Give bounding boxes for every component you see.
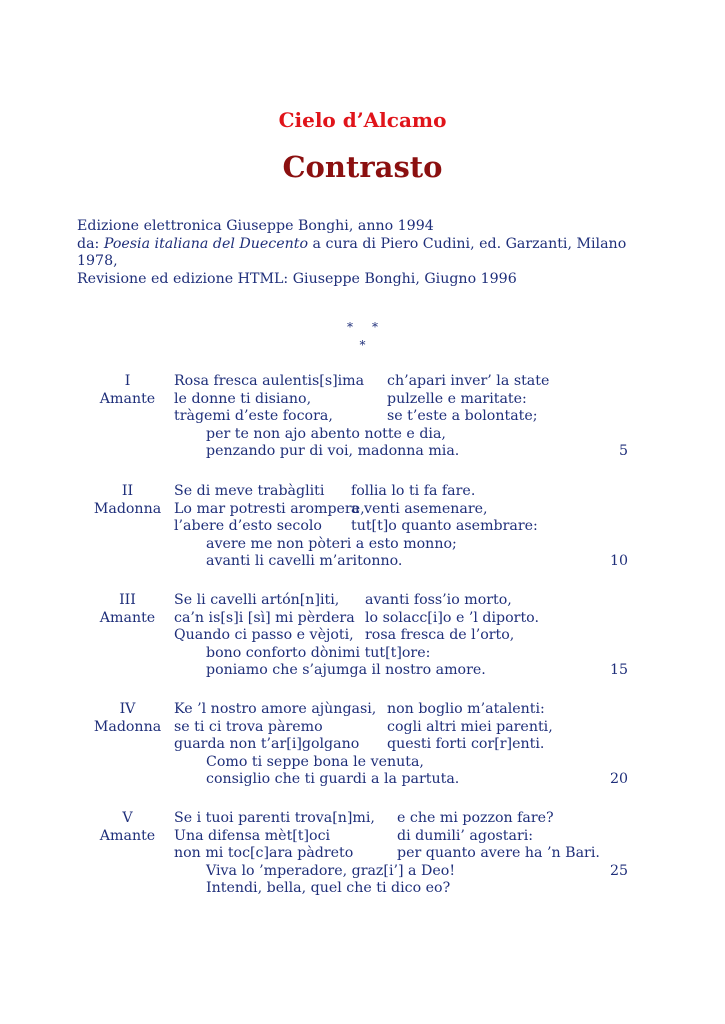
stanza-numeral: IV [119,701,136,717]
poem-title: Contrasto [282,150,443,184]
indented-verse: avere me non pòteri a esto monno; [206,535,457,552]
second-hemistich: tut[t]o quanto asembrare: [351,518,538,534]
line-number: 5 [618,443,628,459]
second-hemistich: ch’apari inver’ la state [387,373,550,389]
line-number: 10 [609,553,628,569]
stanza-numeral: III [119,592,136,608]
source-line [77,236,637,254]
edition-line: Edizione elettronica Giuseppe Bonghi, anno 1994 [77,218,434,234]
indented-verse: avanti li cavelli m’aritonno. [206,553,403,569]
verse-line [0,719,725,737]
first-hemistich: Rosa fresca aulentis[s]ima [174,373,365,389]
verse-line [0,627,725,645]
first-hemistich: se ti ci trova pàremo [174,718,323,735]
verse-line [0,373,725,391]
first-hemistich: Se li cavelli artón[n]iti, [174,592,340,608]
second-hemistich: a venti asemenare, [351,500,488,517]
indented-verse: consiglio che ti guardi a la partuta. [206,771,460,787]
second-hemistich: cogli altri miei parenti, [387,718,553,735]
source-prefix: da: [77,235,104,252]
verse-line-indented [0,880,725,898]
verse-line [0,483,725,501]
speaker-label: Amante [99,827,156,844]
second-hemistich: per quanto avere ha ’n Bari. [397,845,600,861]
indented-verse: penzando pur di voi, madonna mia. [206,443,460,459]
author-name: Cielo d’Alcamo [278,108,447,132]
verse-line-indented [0,426,725,444]
separator-stars-bottom: * [359,338,366,352]
second-hemistich: di dumili’ agostari: [397,827,534,844]
line-number: 20 [609,771,628,787]
first-hemistich: guarda non t’ar[i]golgano [174,736,360,752]
verse-line [0,810,725,828]
verse-line [0,828,725,846]
first-hemistich: Quando ci passo e vèjoti, [174,627,354,643]
line-number: 15 [609,662,628,678]
first-hemistich: ca’n is[s]i [sì] mi pèrdera [174,609,355,626]
indented-verse: poniamo che s’ajumga il nostro amore. [206,662,486,678]
verse-line [0,501,725,519]
verse-line [0,592,725,610]
first-hemistich: l’abere d’esto secolo [174,518,322,534]
second-hemistich: e che mi pozzon fare? [397,810,554,826]
second-hemistich: se t’este a bolontate; [387,408,538,424]
verse-line [0,408,725,426]
stanza-numeral: II [121,483,134,499]
verse-line-indented [0,553,725,571]
first-hemistich: Una difensa mèt[t]oci [174,827,331,844]
speaker-label: Amante [99,390,156,407]
indented-verse: per te non ajo abento notte e dia, [206,425,446,442]
second-hemistich: follia lo ti fa fare. [351,483,476,499]
line-number: 25 [609,862,628,879]
verse-line-indented [0,645,725,663]
verse-line [0,391,725,409]
second-hemistich: non boglio m’atalenti: [387,701,545,717]
first-hemistich: tràgemi d’este focora, [174,408,333,424]
verse-line [0,610,725,628]
indented-verse: Como ti seppe bona le venuta, [206,753,424,770]
first-hemistich: Ke ’l nostro amore ajùngasi, [174,701,377,717]
first-hemistich: Lo mar potresti arompere, [174,500,365,517]
revision-line: Revisione ed edizione HTML: Giuseppe Bonghi, Giugno 1996 [77,270,517,287]
first-hemistich: Se i tuoi parenti trova[n]mi, [174,810,375,826]
separator-stars-top: * * [346,320,379,334]
source-title: Poesia italiana del Duecento [103,235,309,252]
verse-line-indented [0,863,725,881]
verse-line [0,701,725,719]
stanza-numeral: I [124,373,131,389]
second-hemistich: rosa fresca de l’orto, [365,627,515,643]
first-hemistich: non mi toc[c]ara pàdreto [174,845,354,861]
verse-line-indented [0,662,725,680]
second-hemistich: questi forti cor[r]enti. [387,736,545,752]
verse-line-indented [0,754,725,772]
second-hemistich: pulzelle e maritate: [387,390,527,407]
source-rest: a cura di Piero Cudini, ed. Garzanti, Milano [308,235,627,252]
indented-verse: Intendi, bella, quel che ti dico eo? [206,880,451,896]
edition-info [77,218,637,288]
stanza-numeral: V [122,810,133,826]
speaker-label: Madonna [93,500,162,517]
verse-line-indented [0,536,725,554]
verse-line [0,845,725,863]
verse-line-indented [0,771,725,789]
first-hemistich: le donne ti disiano, [174,390,312,407]
second-hemistich: lo solacc[i]o e ’l diporto. [365,609,539,626]
verse-line-indented [0,443,725,461]
first-hemistich: Se di meve trabàgliti [174,483,325,499]
verse-line [0,736,725,754]
source-year: 1978, [77,253,118,269]
indented-verse: bono conforto dònimi tut[t]ore: [206,644,431,661]
second-hemistich: avanti foss’io morto, [365,592,512,608]
speaker-label: Madonna [93,718,162,735]
speaker-label: Amante [99,609,156,626]
verse-line [0,518,725,536]
indented-verse: Viva lo ’mperadore, graz[i’] a Deo! [206,862,456,879]
